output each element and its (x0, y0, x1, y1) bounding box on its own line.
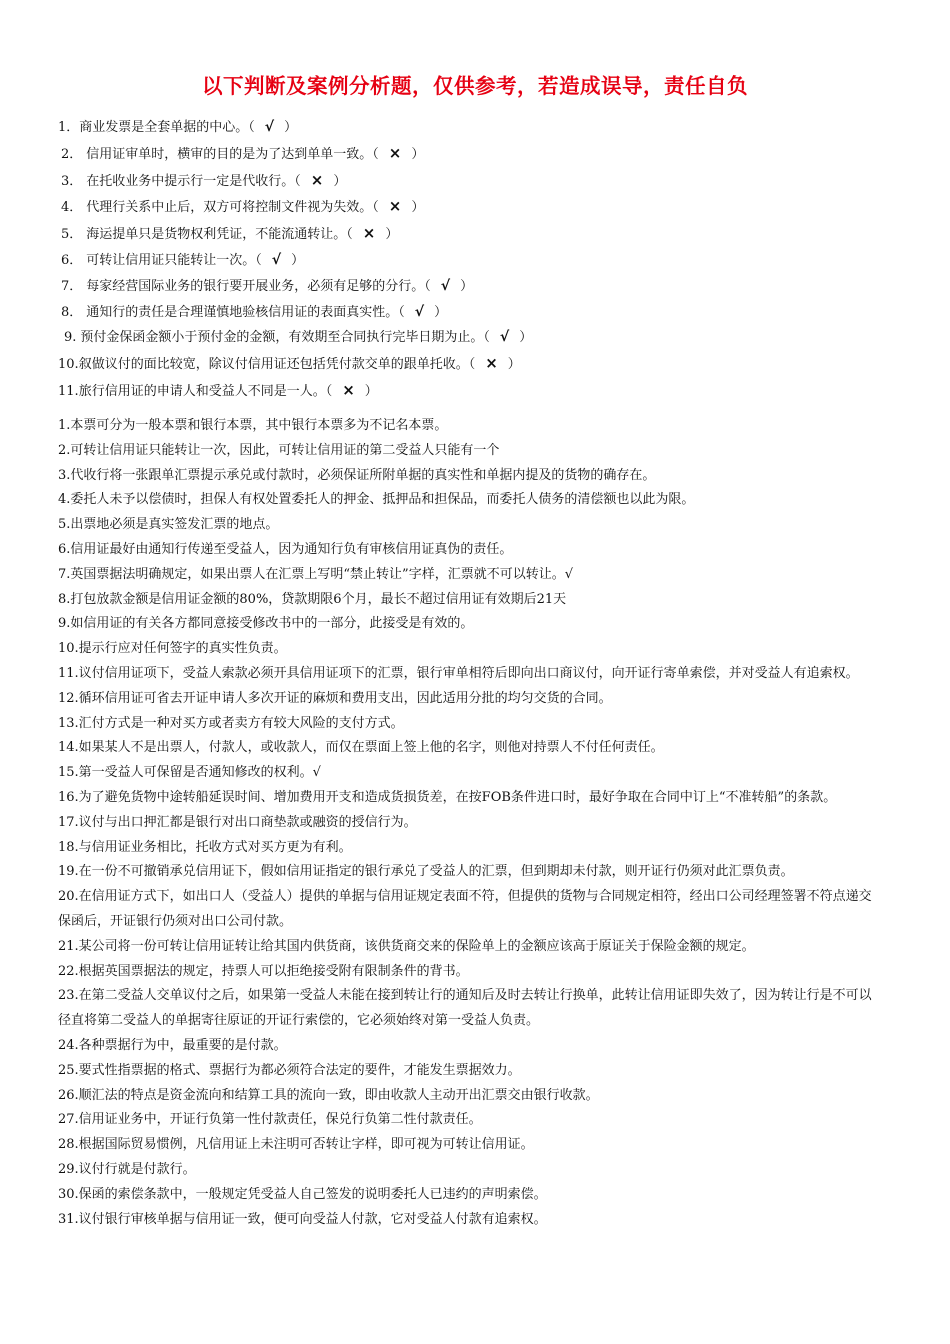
statement-item: 24.各种票据行为中，最重要的是付款。 (58, 1037, 287, 1053)
item-close-paren: ） (434, 304, 448, 320)
item-number: 3． (61, 173, 83, 189)
statement-item: 18.与信用证业务相比，托收方式对买方更为有利。 (58, 839, 352, 855)
cross-mark-icon: × (388, 143, 402, 162)
judgment-item (58, 351, 898, 378)
judgment-item (58, 115, 898, 141)
statement-item: 10.提示行应对任何签字的真实性负责。 (58, 641, 287, 657)
statement-item: 6.信用证最好由通知行传递至受益人，因为通知行负有审核信用证真伪的责任。 (58, 541, 513, 557)
item-text: 商业发票是全套单据的中心。（ (79, 120, 255, 135)
statement-item: 15.第一受益人可保留是否通知修改的权利。√ (58, 765, 321, 781)
item-text: 通知行的责任是合理谨慎地验核信用证的表面真实性。（ (86, 304, 405, 320)
item-close-paren: ） (411, 146, 425, 162)
item-text: 每家经营国际业务的银行要开展业务，必须有足够的分行。（ (86, 278, 431, 294)
item-close-paren: ） (507, 357, 521, 373)
item-number: 2． (61, 146, 83, 162)
statement-item: 5.出票地必须是真实签发汇票的地点。 (58, 517, 279, 533)
judgment-item (58, 194, 898, 221)
page-title: 以下判断及案例分析题，仅供参考，若造成误导，责任自负 (202, 74, 748, 98)
item-close-paren: ） (411, 200, 425, 216)
check-mark-icon: √ (271, 251, 282, 268)
statement-item: 30.保函的索偿条款中，一般规定凭受益人自己签发的说明委托人已违约的声明索偿。 (58, 1186, 547, 1202)
check-mark-icon: √ (264, 119, 275, 135)
statement-item: 8.打包放款金额是信用证金额的80%，贷款期限6个月，最长不超过信用证有效期后21天 (58, 591, 567, 607)
statement-item: 4.委托人未予以偿债时，担保人有权处置委托人的押金、抵押品和担保品，而委托人债务的清偿额也以此为限。 (58, 492, 695, 508)
statement-item: 17.议付与出口押汇都是银行对出口商垫款或融资的授信行为。 (58, 814, 417, 830)
statement-item: 12.循环信用证可省去开证申请人多次开证的麻烦和费用支出，因此适用分批的均匀交货的合同。 (58, 690, 612, 706)
item-close-paren: ） (333, 173, 347, 189)
item-number: 8． (61, 304, 83, 320)
statement-item: 22.根据英国票据法的规定，持票人可以拒绝接受附有限制条件的背书。 (58, 963, 469, 979)
check-mark-icon: √ (499, 329, 510, 346)
judgment-item (58, 378, 898, 405)
item-number: 11. (58, 383, 79, 399)
statement-item: 13.汇付方式是一种对买方或者卖方有较大风险的支付方式。 (58, 715, 404, 731)
item-close-paren: ） (385, 227, 399, 243)
item-close-paren: ） (284, 120, 298, 135)
judgment-item (58, 248, 898, 274)
statement-item: 1.本票可分为一般本票和银行本票，其中银行本票多为不记名本票。 (58, 418, 448, 433)
item-number: 1． (58, 120, 80, 135)
item-close-paren: ） (291, 252, 305, 268)
statement-list (58, 414, 876, 1232)
statement-item: 19.在一份不可撤销承兑信用证下，假如信用证指定的银行承兑了受益人的汇票，但到期却未付款，则开证行仍须对此汇票负责。 (58, 864, 794, 880)
item-number: 7． (61, 278, 83, 294)
item-close-paren: ） (460, 278, 474, 294)
item-text: 在托收业务中提示行一定是代收行。（ (86, 173, 301, 189)
item-text: 叙做议付的面比较宽，除议付信用证还包括凭付款交单的跟单托收。（ (78, 357, 476, 373)
item-text: 代理行关系中止后，双方可将控制文件视为失效。（ (86, 200, 379, 216)
statement-item: 21.某公司将一份可转让信用证转让给其国内供货商，该供货商交来的保险单上的金额应该高于原证关于保险金额的规定。 (58, 938, 755, 954)
statement-item: 11.议付信用证项下，受益人索款必须开具信用证项下的汇票，银行审单相符后即向出口商议付，向开证行寄单索偿，并对受益人有追索权。 (58, 665, 859, 681)
item-text: 可转让信用证只能转让一次。（ (86, 252, 262, 268)
judgment-item (58, 221, 898, 248)
item-number: 9. (64, 330, 77, 346)
statement-item: 3.代收行将一张跟单汇票提示承兑或付款时，必须保证所附单据的真实性和单据内提及的货物的确存在。 (58, 467, 656, 483)
statement-item: 9.如信用证的有关各方都同意接受修改书中的一部分，此接受是有效的。 (58, 616, 474, 632)
item-number: 6． (61, 252, 83, 268)
item-number: 5． (61, 227, 83, 243)
judgment-item (58, 325, 898, 351)
judgment-list (58, 115, 898, 405)
item-text: 信用证审单时，横审的目的是为了达到单单一致。（ (86, 146, 379, 162)
statement-item: 31.议付银行审核单据与信用证一致，便可向受益人付款，它对受益人付款有追索权。 (58, 1211, 547, 1227)
statement-item: 20.在信用证方式下，如出口人（受益人）提供的单据与信用证规定表面不符，但提供的货物与合同规定相符，经出口公司经理签署不符点递交保函后，开证银行仍须对出口公司付款。 (58, 889, 872, 929)
item-number: 10. (58, 357, 79, 373)
statement-item: 28.根据国际贸易惯例，凡信用证上未注明可否转让字样，即可视为可转让信用证。 (58, 1137, 534, 1153)
judgment-item (58, 168, 898, 195)
judgment-item (58, 300, 898, 326)
statement-item: 27.信用证业务中，开证行负第一性付款责任，保兑行负第二性付款责任。 (58, 1112, 482, 1128)
statement-item: 14.如果某人不是出票人，付款人，或收款人，而仅在票面上签上他的名字，则他对持票人不付任何责任。 (58, 740, 664, 756)
cross-mark-icon: × (485, 354, 498, 373)
statement-item: 25.要式性指票据的格式、票据行为都必须符合法定的要件，才能发生票据效力。 (58, 1062, 521, 1078)
cross-mark-icon: × (388, 197, 402, 216)
item-number: 4． (61, 200, 83, 216)
item-text: 海运提单只是货物权利凭证，不能流通转让。（ (86, 227, 353, 243)
judgment-item (58, 141, 898, 168)
item-text: 旅行信用证的申请人和受益人不同是一人。（ (78, 383, 333, 399)
item-close-paren: ） (364, 383, 378, 399)
cross-mark-icon: × (342, 380, 355, 399)
statement-item: 7.英国票据法明确规定，如果出票人在汇票上写明“禁止转让”字样，汇票就不可以转让。√ (58, 566, 573, 582)
statement-item: 26.顺汇法的特点是资金流向和结算工具的流向一致，即由收款人主动开出汇票交由银行收款。 (58, 1087, 599, 1103)
cross-mark-icon: × (362, 224, 376, 243)
statement-item: 23.在第二受益人交单议付之后，如果第一受益人未能在接到转让行的通知后及时去转让行换单，此转让信用证即失效了，因为转让行是不可以径直将第二受益人的单据寄往原证的开证行索偿的，它必须始终对第一受益人负责。 (58, 988, 872, 1029)
statement-item: 29.议付行就是付款行。 (58, 1161, 196, 1177)
statement-item: 16.为了避免货物中途转船延误时间、增加费用开支和造成货损货差，在按FOB条件进口时，最好争取在合同中订上“不准转船”的条款。 (58, 789, 837, 805)
item-text: 预付金保函金额小于预付金的金额，有效期至合同执行完毕日期为止。（ (80, 330, 490, 346)
judgment-item (58, 274, 898, 300)
statement-item: 2.可转让信用证只能转让一次，因此，可转让信用证的第二受益人只能有一个 (58, 442, 500, 458)
item-close-paren: ） (519, 330, 533, 346)
check-mark-icon: √ (440, 277, 451, 294)
cross-mark-icon: × (310, 170, 324, 189)
check-mark-icon: √ (414, 303, 425, 320)
